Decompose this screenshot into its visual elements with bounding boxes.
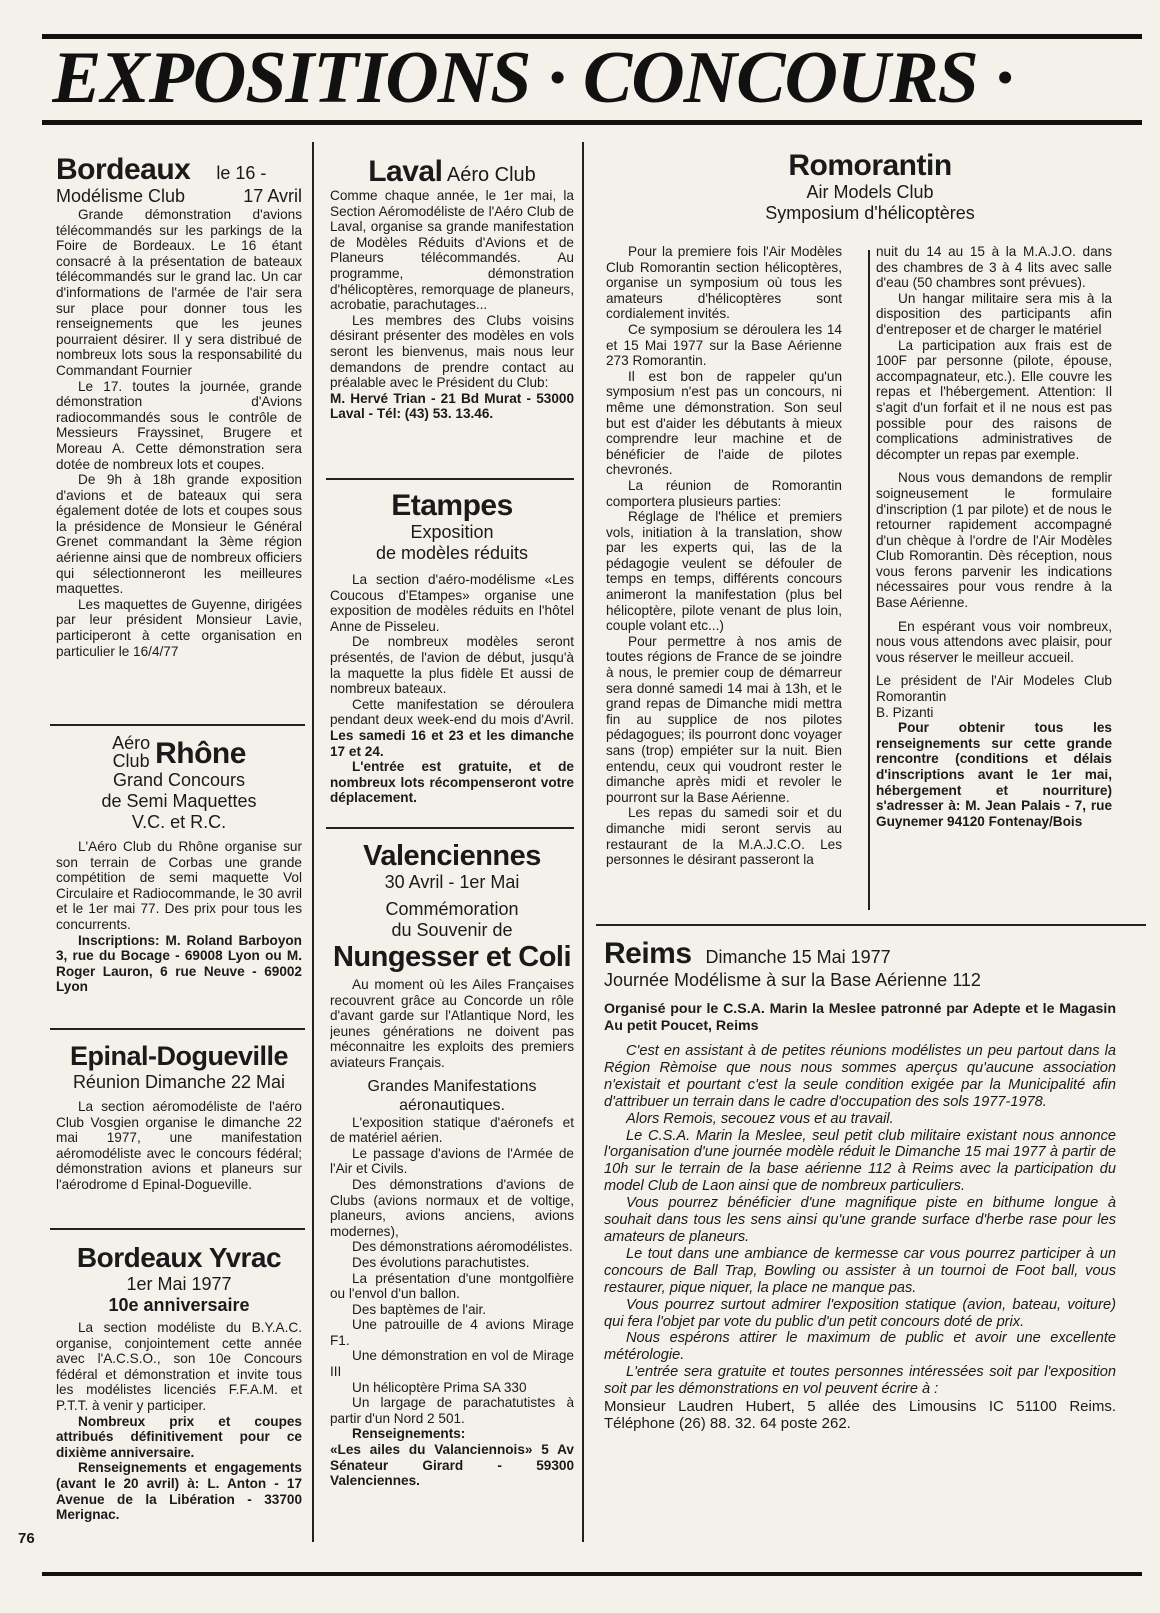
laval-para: Les membres des Clubs voisins désirant présenter des modèles en vols seront les bienvenus, mais nous leur demandons de prendre contact au préalable avec le Président du Club: <box>330 312 574 391</box>
rhone-sub1: Grand Concours <box>112 770 246 790</box>
laval-title: Laval <box>368 156 443 188</box>
epinal-article <box>56 1040 302 1224</box>
yvrac-title: Bordeaux Yvrac <box>76 1242 282 1273</box>
romorantin-para: Pour la premiere fois l'Air Modèles Club Romorantin section hélicoptères, organise un symposium où tous les amateurs d'hélicoptères sont cordialement invités. <box>606 244 842 322</box>
etampes-sub2: de modèles réduits <box>375 543 529 563</box>
bordeaux-para: Les maquettes de Guyenne, dirigées par leur président Monsieur Lavie, participeront à cette organisation en particulier le 16/4/77 <box>56 596 302 659</box>
valenciennes-sub3: du Souvenir de <box>391 920 513 940</box>
romorantin-para: Nous vous demandons de remplir soigneusement le formulaire d'inscription (1 par pilote) et de nous le retourner rapidement accompagné d'un chèque à l'ordre de l'Air Modèles Club Romorantin. Dès réception, nous vous ferons parvenir les indications nécessaires pour vous rendre à la Base Aérienne. <box>876 470 1112 611</box>
reims-para: Vous pourrez surtout admirer l'exposition statique (avion, bateau, voiture) qui fera l'objet par vote du public d'un petit concours doté de prix. <box>604 1296 1116 1330</box>
epinal-para: La section aéromodéliste de l'aéro Club Vosgien organise le dimanche 22 mai 1977, une manifestation aéromodéliste avec le concours fédéral; démonstration avions et planeurs sur l'aérodrome d Epinal-Dogueville. <box>56 1099 302 1192</box>
divider-etampes-valenciennes <box>326 827 574 829</box>
romorantin-para: nuit du 14 au 15 à la M.A.J.O. dans des chambres de 3 à 4 lits avec salle d'eau (50 chambres sont prévues). <box>876 244 1112 291</box>
yvrac-sub1: 1er Mai 1977 <box>126 1274 232 1294</box>
valenciennes-item: Des démonstrations d'avions de Clubs (avions normaux et de voltige, planeurs, avions anciens, avions modernes), <box>330 1176 574 1239</box>
bordeaux-article <box>56 154 302 720</box>
laval-contact: M. Hervé Trian - 21 Bd Murat - 53000 Laval - Tél: (43) 53. 13.46. <box>330 390 574 422</box>
rhone-sub2: de Semi Maquettes <box>101 791 257 811</box>
reims-para: Le C.S.A. Marin la Meslee, seul petit club militaire existant nous annonce l'organisation d'une journée modèle réduit le Dimanche 15 mai 1977 à partir de 10h sur le terrain de la base aérienne 112 à Reims avec la participation du model Club de Laon ainsi que de nombreux particuliers. <box>604 1127 1116 1195</box>
epinal-title: Epinal-Dogueville <box>69 1041 289 1071</box>
yvrac-contact: Renseignements et engagements (avant le 20 avril) à: L. Anton - 17 Avenue de la Libération - 33700 Merignac. <box>56 1460 302 1523</box>
etampes-article <box>330 490 574 824</box>
reims-article <box>604 938 1116 1550</box>
reims-address: Monsieur Laudren Hubert, 5 allée des Limousins IC 51100 Reims. Téléphone (26) 88. 32. 64 poste 262. <box>604 1398 1116 1433</box>
valenciennes-item: Une démonstration en vol de Mirage III <box>330 1348 574 1380</box>
valenciennes-item: La présentation d'une montgolfière ou l'envol d'un ballon. <box>330 1270 574 1302</box>
bordeaux-date1: le 16 - <box>216 163 267 183</box>
etampes-para: Cette manifestation se déroulera pendant deux week-end du mois d'Avril. <box>330 696 574 728</box>
laval-article <box>330 156 574 474</box>
yvrac-article <box>56 1242 302 1552</box>
divider-romorantin-reims <box>596 924 1146 926</box>
rhone-article <box>56 734 302 1024</box>
romorantin-para: Il est bon de rappeler qu'un symposium n'est pas un concours, ni même une démonstration. Son seul but est d'aider les débutants à mieux comprendre leur machine et de bénéficier de l'aide de pilotes chevronés. <box>606 368 842 478</box>
laval-subtitle: Aéro Club <box>446 164 536 186</box>
banner-title: EXPOSITIONS · CONCOURS · <box>52 40 1013 116</box>
valenciennes-sub2: Commémoration <box>385 899 519 919</box>
valenciennes-item: L'exposition statique d'aéronefs et de matériel aérien. <box>330 1114 574 1146</box>
romorantin-title: Romorantin <box>788 150 952 182</box>
romorantin-para: Ce symposium se déroulera les 14 et 15 Mai 1977 sur la Base Aérienne 273 Romorantin. <box>606 321 842 369</box>
valenciennes-sub4: Grandes Manifestations <box>367 1077 537 1095</box>
valenciennes-item: Des baptèmes de l'air. <box>352 1301 487 1317</box>
reims-date: Dimanche 15 Mai 1977 <box>705 947 891 967</box>
romorantin-para: Pour permettre à nos amis de toutes régions de France de se joindre à nous, le premier coup de démarreur sera donné samedi 14 mai à 13h, et le grand repas de Dimanche midi mettra fin au supplice de nos pilotes pédagogues; ils pourront donc voyager sans (trop) empiéter sur la nuit. Bien entendu, ceux qui voudront rester le dimanche après midi et revoler le pourront sur la Base Aérienne. <box>606 633 842 805</box>
valenciennes-item: Une patrouille de 4 avions Mirage F1. <box>330 1317 574 1348</box>
reims-para: Alors Remois, secouez vous et au travail. <box>626 1110 894 1127</box>
yvrac-para: La section modéliste du B.Y.A.C. organise, conjointement cette année avec l'A.C.S.O., son 10e Concours fédéral et démonstration et invite tous les modélistes licenciés F.F.A.M. et P.T.T. à venir y participer. <box>56 1320 302 1413</box>
valenciennes-item: Un largage de parachatutistes à partir d'un Nord 2 501. <box>330 1395 574 1426</box>
divider-rhone-epinal <box>50 1028 305 1030</box>
laval-para: Comme chaque année, le 1er mai, la Section Aéromodéliste de l'Aéro Club de Laval, organise sa grande manifestation de Modèles Réduits d'Avions et de Planeurs télécommandés. Au programme, démonstration d'hélicoptères, remorquage de planeurs, acrobatie, parachutages... <box>330 188 574 313</box>
etampes-title: Etampes <box>391 490 513 522</box>
bordeaux-para: De 9h à 18h grande exposition d'avions et de bateaux qui sera également dotée de lots et coupes sous la présidence de Monsieur le Général Grenet commandant la 3ème région aérienne ainsi que de nombreux officiers qui sélectionneront les meilleures maquettes. <box>56 472 302 597</box>
rhone-inscriptions: Inscriptions: M. Roland Barboyon 3, rue du Bocage - 69008 Lyon ou M. Roger Lauron, 6 rue Neuve - 69002 Lyon <box>56 932 302 995</box>
column-divider-2 <box>582 142 584 1542</box>
reims-organizers: Organisé pour le C.S.A. Marin la Meslee patronné par Adepte et le Magasin Au petit Poucet, Reims <box>604 1001 1116 1034</box>
bordeaux-title: Bordeaux <box>56 154 191 186</box>
reims-para: Nous espérons attirer le maximum de public et avoir une excellente métérologie. <box>604 1330 1116 1364</box>
bordeaux-date2: 17 Avril <box>243 186 302 206</box>
bordeaux-para: Le 17. toutes la journée, grande démonstration d'Avions radiocommandés sous le contrôle de Messieurs Frayssinet, Brugere et Moreau A. Cette démonstration sera dotée de nombreux lots et coupes. <box>56 378 302 472</box>
page-bottom-rule <box>42 1572 1142 1576</box>
romorantin-col1 <box>606 244 842 920</box>
valenciennes-title2: Nungesser et Coli <box>332 941 572 973</box>
romorantin-contact: Pour obtenir tous les renseignements sur cette grande rencontre (conditions et délais d'inscriptions avant le 1er mai, hébergement et nourriture) s'adresser à: M. Jean Palais - 7, rue Guynemer 94120 Fontenay/Bois <box>876 720 1112 829</box>
romorantin-header <box>600 150 1140 236</box>
reims-para: L'entrée sera gratuite et toutes personnes intéressées soit par l'exposition soit par les démonstrations en vol peuvent écrire à : <box>604 1364 1116 1398</box>
valenciennes-contact: «Les ailes du Valanciennois» 5 Av Sénateur Girard - 59300 Valenciennes. <box>330 1442 574 1489</box>
column-divider-3 <box>868 250 870 910</box>
valenciennes-item: Des évolutions parachutistes. <box>352 1254 530 1270</box>
yvrac-sub2: 10e anniversaire <box>108 1295 250 1315</box>
etampes-para: De nombreux modèles seront présentés, de l'avion de début, jusqu'à la maquette la plus fidèle Et aussi de nombreux bateaux. <box>330 634 574 697</box>
rhone-title: Rhône <box>155 737 246 770</box>
romorantin-signer: B. Pizanti <box>876 704 934 720</box>
column-divider-1 <box>312 142 314 1542</box>
valenciennes-info-label: Renseignements: <box>352 1426 466 1442</box>
page-number: 76 <box>18 1530 35 1547</box>
divider-epinal-yvrac <box>50 1228 305 1230</box>
reims-title: Reims <box>604 938 692 970</box>
valenciennes-item: Des démonstrations aéromodélistes. <box>352 1239 573 1255</box>
bordeaux-para: Grande démonstration d'avions télécommandés sur les parkings de la Foire de Bordeaux. Le 16 étant consacré à la présentation de bateaux télécommandés sur le grand lac. Un car d'informations de l'armée de l'air sera sur place pour donner tous les renseignements que les jeunes pourraient désirer. Il y sera distribué de nombreux lots sous la responsabilité du Commandant Fournier <box>56 207 302 378</box>
etampes-dates: Les samedi 16 et 23 et les dimanche 17 et 24. <box>330 727 574 759</box>
yvrac-prizes: Nombreux prix et coupes attribués définitivement pour ce dixième anniversaire. <box>56 1413 302 1460</box>
valenciennes-item: Un hélicoptère Prima SA 330 <box>352 1379 527 1395</box>
top-rule <box>42 34 1142 39</box>
reims-para: C'est en assistant à de petites réunions modélistes un peu partout dans la Région Rèmoise que nous nous sommes aperçus qu'aucune association n'existait et pourtant c'est la seule condition exigée par la Municipalité afin d'attribuer un terrain dans le cadre d'occupation des sols 1977-1978. <box>604 1043 1116 1110</box>
rhone-sub3: V.C. et R.C. <box>131 812 227 832</box>
reims-para: Vous pourrez bénéficier d'une magnifique piste en bithume longue à souhait dans tous les sens ainsi qu'une grande surface d'herbe rase pour les amateurs de planeurs. <box>604 1195 1116 1245</box>
romorantin-para: En espérant vous voir nombreux, nous vous attendons avec plaisir, pour vous réserver le meilleur accueil. <box>876 618 1112 665</box>
banner-bottom-rule <box>42 120 1142 125</box>
romorantin-signature: Le président de l'Air Modeles Club Romorantin <box>876 673 1112 705</box>
romorantin-sub2: Symposium d'hélicoptères <box>765 203 975 223</box>
reims-sub: Journée Modélisme à sur la Base Aérienne 112 <box>604 970 981 990</box>
romorantin-para: La participation aux frais est de 100F par personne (pilote, épouse, accompagnateur, etc.). Elle couvre les repas et l'hébergement. Attention: Il s'agit d'un forfait et il ne nous est pas possible pour des raisons de complications administratives de décompter un repas par exemple. <box>876 337 1112 462</box>
valenciennes-para: Au moment où les Ailes Françaises recouvrent grâce au Concorde un rôle d'avant garde sur l'Atlantique Nord, les jeunes générations ne doivent pas méconnaitre les exploits des premiers aviateurs Français. <box>330 977 574 1070</box>
etampes-para: La section d'aéro-modélisme «Les Coucous d'Etampes» organise une exposition de modèles réduits en l'hôtel Anne de Pisseleu. <box>330 572 574 634</box>
rhone-pre: Aéro <box>112 734 151 753</box>
epinal-sub: Réunion Dimanche 22 Mai <box>72 1072 286 1092</box>
valenciennes-article <box>330 840 574 1550</box>
romorantin-sub1: Air Models Club <box>806 182 934 202</box>
etampes-para: L'entrée est gratuite, et de nombreux lots récompenseront votre déplacement. <box>330 759 574 806</box>
romorantin-para: Réglage de l'hélice et premiers vols, initiation à la translation, show par les experts qui, las de la pédagogie veulent se défouler de temps en temps, différents concours animeront la manifestation (plus bel hélicoptère, pilote venant de plus loin, couple volant etc...) <box>606 509 842 634</box>
valenciennes-dates: 30 Avril - 1er Mai <box>384 872 520 892</box>
valenciennes-title: Valenciennes <box>363 840 541 872</box>
romorantin-para: La réunion de Romorantin comportera plusieurs parties: <box>606 477 842 509</box>
reims-para: Le tout dans une ambiance de kermesse car vous pourrez participer à un concours de Ball Trap, Bowling ou assister à un tournoi de Foot ball, vous restaurer, pique niquer, la place ne manque pas. <box>604 1245 1116 1296</box>
romorantin-para: Un hangar militaire sera mis à la disposition des participants afin d'entreposer et de charger le matériel <box>876 290 1112 337</box>
rhone-para: L'Aéro Club du Rhône organise sur son terrain de Corbas une grande compétition de semi maquette Vol Circulaire et Radiocommande, le 30 avril et le 1er mai 77. Des prix pour tous les concurrents. <box>56 839 302 932</box>
divider-laval-etampes <box>326 478 574 480</box>
etampes-sub1: Exposition <box>410 522 494 542</box>
divider-bordeaux-rhone <box>50 724 305 726</box>
rhone-pre2: Club <box>112 751 150 771</box>
bordeaux-subtitle: Modélisme Club <box>56 186 186 206</box>
romorantin-col2 <box>876 244 1112 920</box>
valenciennes-sub5: aéronautiques. <box>399 1096 505 1114</box>
valenciennes-item: Le passage d'avions de l'Armée de l'Air et Civils. <box>330 1145 574 1177</box>
romorantin-para: Les repas du samedi soir et du dimanche midi seront servis au restaurant de la M.A.J.C.O. Les personnes le désirant passeront la <box>606 805 842 868</box>
